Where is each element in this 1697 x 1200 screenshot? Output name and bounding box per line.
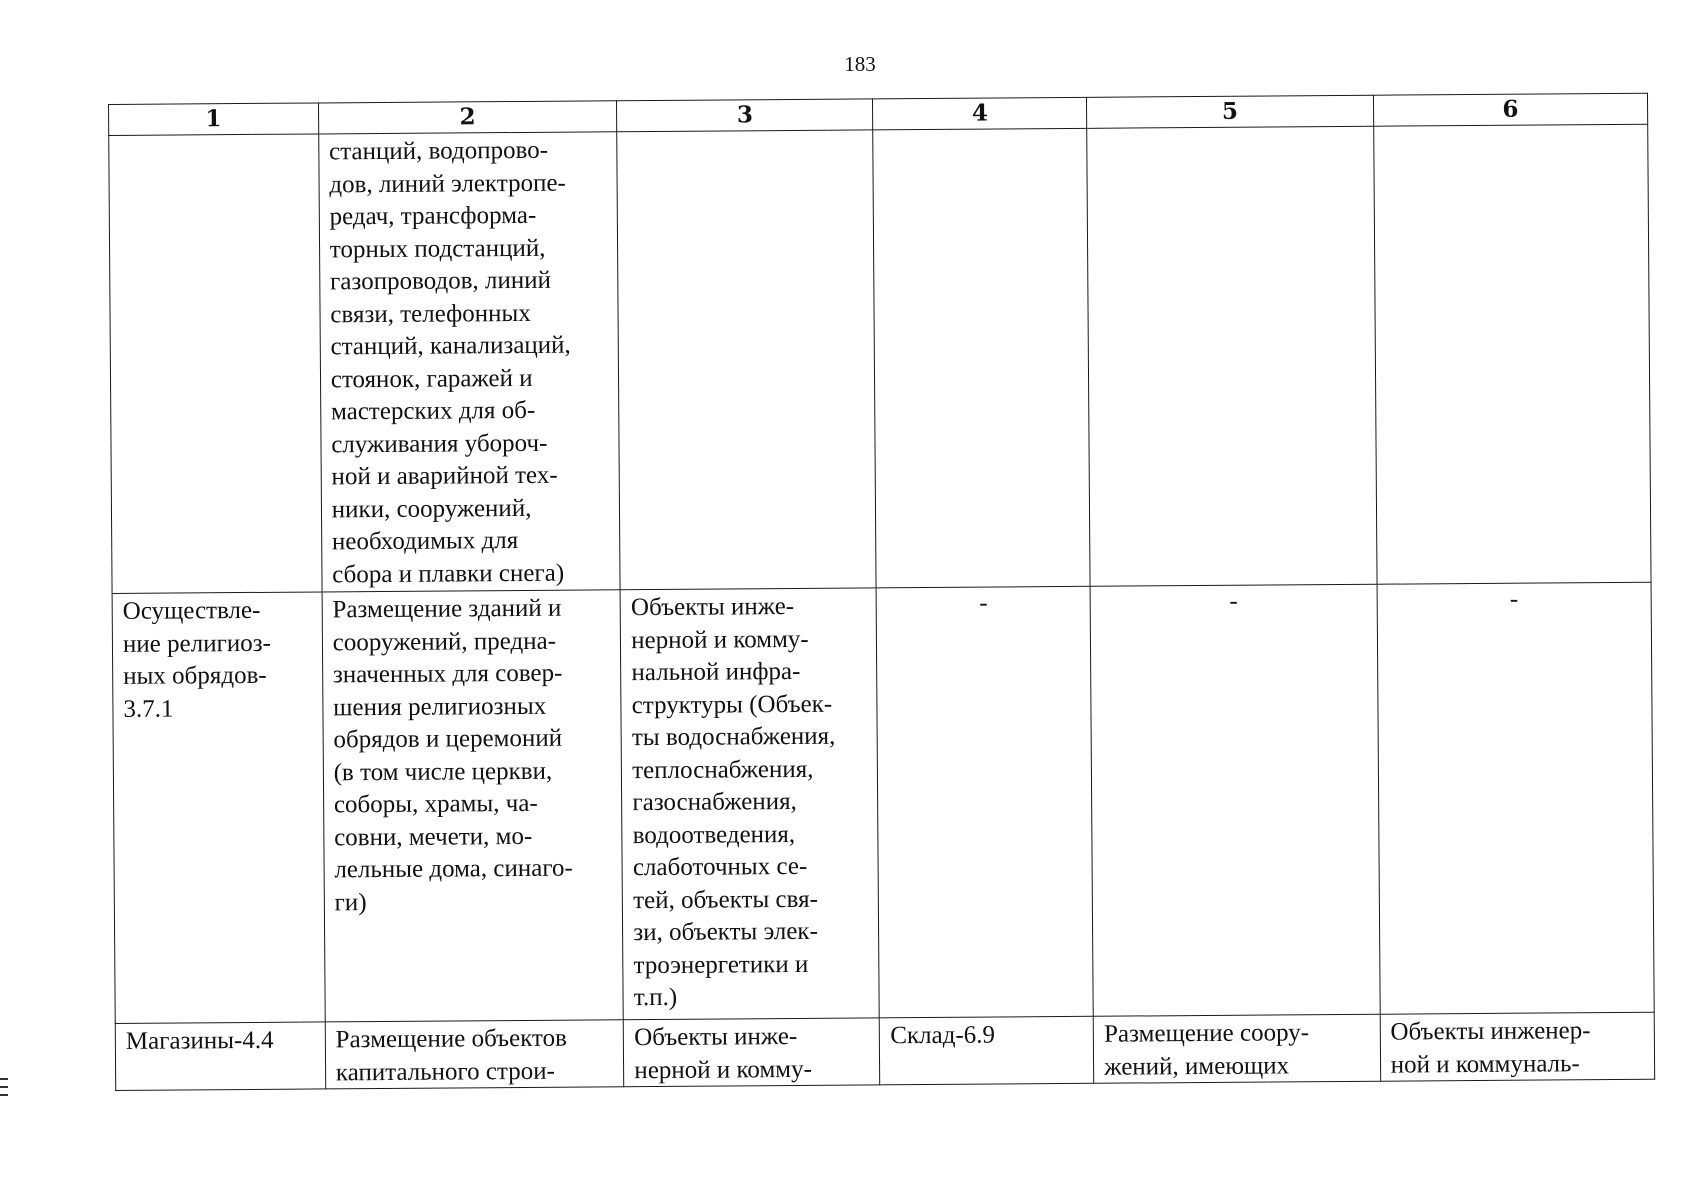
- table-cell: [115, 1022, 325, 1091]
- table-cell: [624, 1018, 881, 1087]
- table-cell: [880, 1016, 1094, 1085]
- table-cell: [1373, 124, 1651, 584]
- table-cell: [617, 130, 877, 590]
- table-row: [112, 582, 1654, 1023]
- page-number: 183: [844, 52, 876, 76]
- cell-text: Размещение соору- жений, имеющих: [1103, 1019, 1310, 1081]
- column-header: 4: [873, 97, 1087, 130]
- table-row: [115, 1012, 1654, 1090]
- cell-text: Размещение объектов капитального строи-: [335, 1024, 567, 1086]
- table-cell: [1380, 1012, 1655, 1081]
- column-header: 1: [109, 103, 319, 136]
- table-cell: [109, 134, 322, 594]
- table-cell: [1093, 1014, 1380, 1083]
- table-cell: станций, водопрово- дов, линий электропе- редач, трансформа- торных подстанций, газопроводов, линий связи, телефонных станций, канализаций, стоянок, гаражей и мастерских для об- служивания убороч- ной и аварийной тех- ники, сооружений, необходимых для сбора и плавки снега): [318, 132, 620, 592]
- cell-text: Склад-6.9: [890, 1021, 996, 1050]
- cell-text: Объекты инже- нерной и комму-: [634, 1022, 812, 1084]
- column-header: 2: [318, 101, 617, 134]
- table-cell: -: [877, 586, 1094, 1018]
- table-cell: [873, 128, 1090, 588]
- column-header: 6: [1373, 93, 1648, 126]
- margin-scan-mark: [0, 1094, 8, 1096]
- table-cell: -: [1377, 582, 1655, 1014]
- table-cell: [325, 1020, 624, 1089]
- table-cell: Осуществле- ние религиоз- ных обрядов- 3.7.1: [112, 592, 325, 1024]
- cell-text: Магазины-4.4: [125, 1026, 274, 1055]
- margin-scan-mark: [0, 1078, 8, 1080]
- table-cell: [1087, 126, 1377, 586]
- land-use-table: [108, 93, 1655, 1091]
- table-row: [109, 124, 1651, 593]
- column-header: 3: [617, 99, 873, 132]
- cell-text: Объекты инженер- ной и коммуналь-: [1390, 1017, 1591, 1079]
- table-cell: Объекты инже- нерной и комму- нальной инфра- структуры (Объек- ты водоснабжения, теплоснабжения, газоснабжения, водоотведения, слаботочных се- тей, объекты свя- зи, объекты элек- троэнергетики и т.п.): [620, 588, 879, 1020]
- column-header: 5: [1087, 95, 1374, 128]
- table-cell: Размещение зданий и сооружений, предна- значенных для совер- шения религиозных обрядов и церемоний (в том числе церкви, соборы, храмы, ча- совни, мечети, мо- лельные дома, синаго- ги): [322, 590, 624, 1022]
- margin-scan-mark: [0, 1086, 8, 1088]
- table-cell: -: [1090, 584, 1380, 1016]
